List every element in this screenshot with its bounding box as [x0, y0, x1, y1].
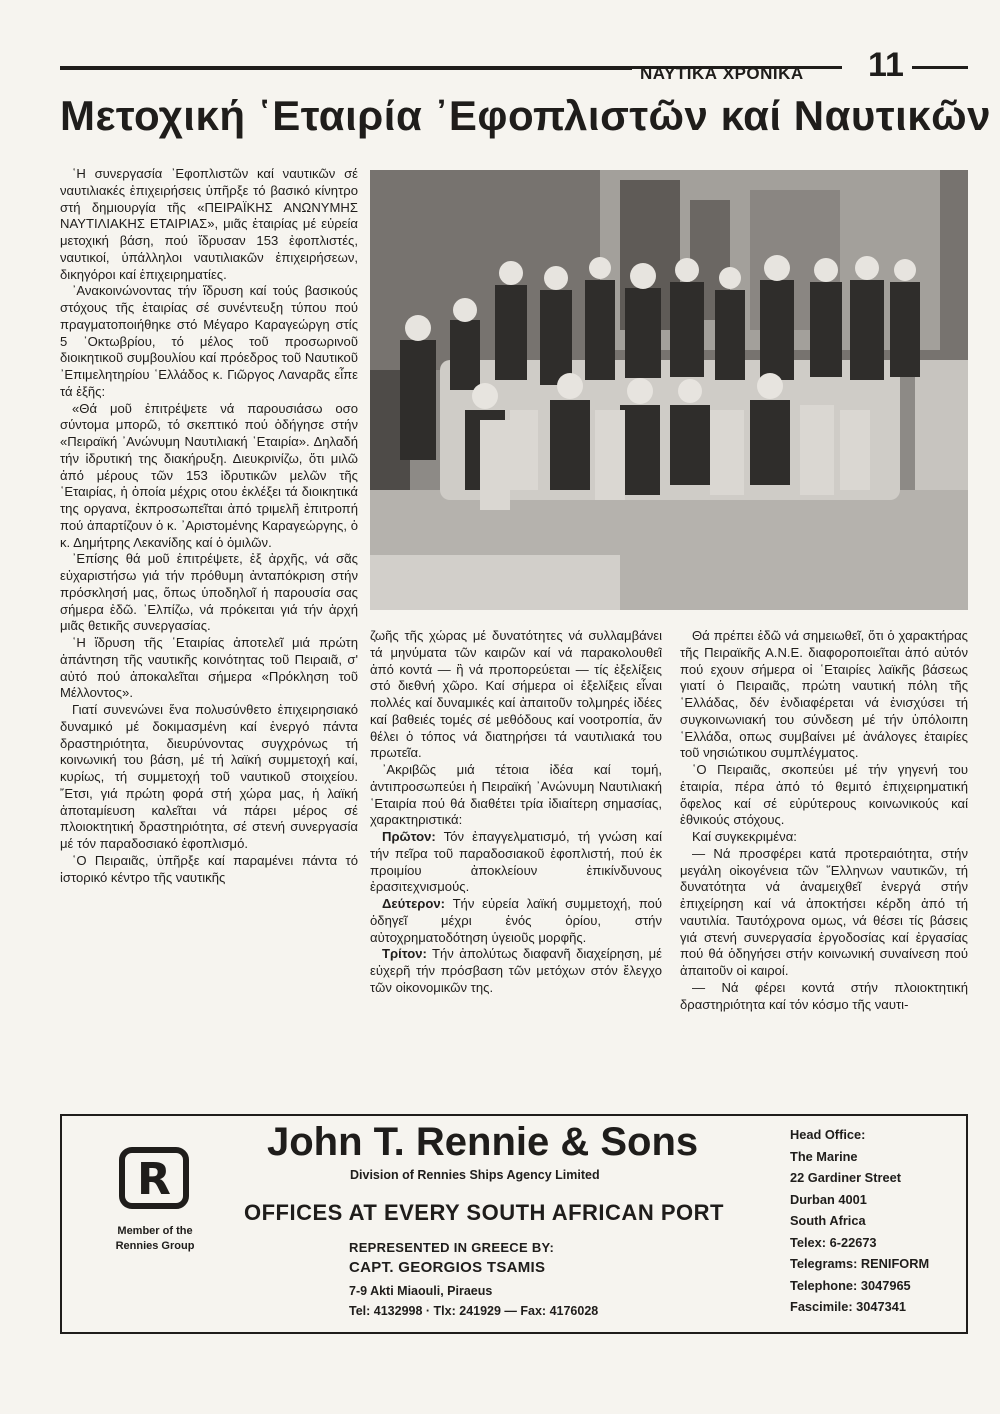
paragraph: ῾Ο Πειραιᾶς, ὑπῆρξε καί παραμένει πάντα τό ἱστορικό κέντρο τῆς ναυτικῆς	[60, 852, 358, 885]
first-label: Πρῶτον:	[382, 829, 436, 844]
group-photo-image	[370, 170, 968, 610]
publication-name: ΝΑΥΤΙΚΑ ΧΡΟΝΙΚΑ	[640, 64, 804, 83]
ad-offices: OFFICES AT EVERY SOUTH AFRICAN PORT	[244, 1200, 724, 1225]
paragraph-third	[370, 946, 662, 996]
telex: Telex: 6-22673	[790, 1234, 877, 1250]
paragraph: ζωῆς τῆς χώρας μέ δυνατότητες νά συλλαμβάνει τά μηνύματα τῶν καιρῶν καί νά παρακολουθεῖ ἀπό κοντά — ἢ νά προπορεύεται — τίς ἐξελίξεις στό διεθνή χῶρο. Καί σήμερα οἱ ἐξελίξεις εἶναι πολλές καί δυναμικές καί ἀπαιτοῦν τολμηρές ἰδέες καί βαθειές τομές σέ μεθόδους καί νοοτροπία, ἄν θέλει ὁ τόπος νά διατηρήσει τά ναυτιλιακά του πρωτεῖα.	[370, 628, 662, 761]
paragraph: Θά πρέπει ἐδῶ νά σημειωθεῖ, ὅτι ὁ χαρακτήρας τῆς Πειραϊκῆς Α.Ν.Ε. διαφοροποιεῖται ἀπό αὐτόν πού εχουν σήμερα οἱ ῾Εταιρίες λαϊκῆς βάσεως γιατί ὁ Πειραιᾶς, πρώτη ναυτική πόλη τῆς ῾Ελλάδας, δέν ἐνδιαφέρεται νά ἐνισχύσει τή συγκοινωνιακή του σύνδεση μέ τήν ὑπόλοιπη ῾Ελλάδα, οπως συμβαίνει μέ ἀνάλογες ἑταιρίες τοῦ νησιώτικου συμπλέγματος.	[680, 628, 968, 761]
third-label: Τρίτον:	[382, 946, 427, 962]
member-note	[80, 1224, 230, 1254]
rennie-advertisement	[60, 1114, 968, 1334]
paragraph: ᾿Επίσης θά μοῦ ἐπιτρέψετε, ἐξ ἀρχῆς, νά σᾶς εὐχαριστήσω γιά τήν πρόθυμη ἀνταπόκριση στήν πρόσκλησή μας, ὅπως ὑποδηλοῖ ἡ παρουσία σας σήμερα ἐδῶ. ᾿Ελπίζω, νά πρόκειται γιά τήν ἀρχή μιᾶς θετικῆς συνεργασίας.	[60, 551, 358, 634]
ad-head-office	[790, 1124, 966, 1318]
logo-letter: R	[137, 1154, 171, 1205]
first-text: Τόν ἐπαγγελματισμό, τή γνώση καί τήν πεῖρα τοῦ παραδοσιακοῦ ἐφοπλιστή, πού ἐκ προιμίου ἀποκλείουν ἐπικίνδυνους ἐρασιτεχνισμούς.	[370, 829, 662, 895]
country: South Africa	[790, 1213, 866, 1228]
fax: Fascimile: 3047341	[790, 1299, 906, 1314]
paragraph: — Νά φέρει κοντά στήν πλοιοκτητική δραστηριότητα καί τόν κόσμο τῆς ναυτι-	[680, 979, 968, 1012]
paragraph: Γιατί συνενώνει ἕνα πολυσύνθετο ἐπιχειρησιακό δυναμικό μέ δοκιμασμένη καί ἐνεργό πάντα δραστηριότητα, διευρύνοντας συγχρόνως τή κοινωνική του βάση, μέ τή λαϊκή συμμετοχή καί, κυρίως, τή συμμετοχή τοῦ ναυτικοῦ στοιχείου. ῎Ετσι, γιά πρώτη φορά στή χώρα μας, ἡ λαϊκή ἀποταμίευση καλεῖται νά πάρει μέρος σέ πλοιοκτητική δραστηριότητα, σέ στενή συνεργασία μέ τόν παραδοσιακό ἐφοπλισμό.	[60, 702, 358, 851]
ad-captain: CAPT. GEORGIOS TSAMIS	[349, 1259, 546, 1276]
article-title: Μετοχική ῾Εταιρία ᾿Εφοπλιστῶν καί Ναυτικῶν	[60, 92, 992, 139]
paragraph: ᾿Ακριβῶς μιά τέτοια ἰδέα καί τομή, ἀντιπροσωπεύει ἡ Πειραϊκή ᾿Ανώνυμη Ναυτιλιακή ῾Εταιρία πού θά διαθέτει τρία ἰδιαίτερη σημασίας, χαρακτηριστικά:	[370, 762, 662, 828]
second-text: Τήν εὐρεία λαϊκή συμμετοχή, πού ὁδηγεῖ μέχρι ἑνός ὁρίου, στήν αὐτοχρηματοδότηση ὑγειοῦς μορφῆς.	[370, 896, 662, 945]
page-number: 11	[868, 46, 904, 84]
paragraph-second	[370, 896, 662, 946]
paragraph: ᾿Ανακοινώνοντας τήν ἵδρυση καί τούς βασικούς στόχους τῆς ἑταιρίας σέ συνέντευξη τύπου πού πραγματοποιήθηκε στό Μέγαρο Καραγεώργη στίς 5 ᾿Οκτωβρίου, τό μέλος τοῦ προσωρινοῦ διοικητικοῦ συμβουλίου καί πρόεδρος τοῦ Ναυτικοῦ ᾿Επιμελητηρίου ῾Ελλάδος κ. Γιῶργος Λαναρᾶς εἶπε τά ἑξῆς:	[60, 283, 358, 399]
ad-division: Division of Rennies Ships Agency Limited	[350, 1168, 600, 1182]
city: Durban 4001	[790, 1191, 867, 1207]
paragraph: — Νά προσφέρει κατά προτεραιότητα, στήν μεγάλη οἰκογένεια τῶν ῞Ελληνων ναυτικῶν, τή δυνατότητα νά ἀναμειχθεῖ ἐνεργά στήν ἐπιχείρηση καί νά ἀποκτήσει κέρδη ἀπό τή ναυτιλία. Ταυτόχρονα ομως, νά θέσει τίς βάσεις γιά στενή συνεργασία ἐργοδοσίας καί ἐργασίας πού θά ὁδηγήσει στήν κοινωνική συναίνεση πού ἀπαιτοῦν οἱ καιροί.	[680, 845, 968, 978]
second-label: Δεύτερον:	[382, 896, 446, 911]
ad-represented: REPRESENTED IN GREECE BY:	[349, 1240, 555, 1255]
ad-phone-line: Tel: 4132998 · Tlx: 241929 — Fax: 4176028	[349, 1304, 599, 1318]
paragraph: Καί συγκεκριμένα:	[692, 829, 797, 844]
paragraph-first	[370, 829, 662, 896]
article-column-right	[680, 628, 968, 1128]
ad-company-name: John T. Rennie & Sons	[267, 1120, 699, 1164]
member-line-2: Rennies Group	[115, 1240, 195, 1252]
telegrams: Telegrams: RENIFORM	[790, 1256, 930, 1271]
paragraph: ῾Ο Πειραιᾶς, σκοπεύει μέ τήν γηγενή του ἑταιρία, πέρα ἀπό τό θεμιτό ἐπιχειρηματική ὄφελος καί σέ εὐρύτερους κοινωνικούς καί ἐθνικούς στόχους.	[680, 762, 968, 828]
telephone: Telephone: 3047965	[790, 1277, 911, 1293]
head-office-label: Head Office:	[790, 1127, 866, 1142]
header-rule-right	[912, 66, 968, 69]
paragraph: «Θά μοῦ ἐπιτρέψετε νά παρουσιάσω οσο σύντομα μπορῶ, τό σκεπτικό πού ὁδήγησε στήν «Πειραϊκή ᾿Ανώνυμη Ναυτιλιακή ῾Εταιρία». Δηλαδή τήν ἱδρυτική της διακήρυξη. Διευκρινίζω, ὅτι μιλῶ ἀπό μέρους τῶν 153 ἱδρυτικῶν μελῶν τῆς ῾Εταιρίας, ἡ ὁποία μέχρις οτου ἐκλέξει τά διοικητικά της οργανα, ἐκπροσωπεῖται ἀπό τριμελῆ ἐπιτροπή πού ἀπαρτίζουν ὁ κ. ᾿Αριστομένης Καραγεώργης, ὁ κ. Δημήτρης Λεκανίδης καί ὁ ὁμιλῶν.	[60, 400, 358, 550]
building: The Marine	[790, 1148, 858, 1164]
rennies-logo-icon	[118, 1146, 190, 1210]
member-line-1: Member of the	[117, 1225, 193, 1237]
group-photo	[370, 170, 968, 610]
article-column-middle	[370, 628, 662, 1128]
paragraph: ῾Η ἵδρυση τῆς ῾Εταιρίας ἀποτελεῖ μιά πρώτη ἀπάντηση τῆς ναυτικῆς κοινότητας τοῦ Πειραιᾶ, σ' αὐτό πού ἀποκαλεῖται σήμερα «Πρόκληση τοῦ Μέλλοντος».	[60, 635, 358, 701]
article-column-left	[60, 166, 358, 1096]
paragraph: ῾Η συνεργασία ᾿Εφοπλιστῶν καί ναυτικῶν σέ ναυτιλιακές ἐπιχειρήσεις ὑπῆρξε τό βασικό κίνητρο στή δημιουργία τῆς «ΠΕΙΡΑΪΚΗΣ ΑΝΩΝΥΜΗΣ ΝΑΥΤΙΛΙΑΚΗΣ ΕΤΑΙΡΙΑΣ», μιᾶς ἑταιρίας μέ εὐρεία μετοχική βάση, πού ἵδρυσαν 153 ἐφοπλιστές, ναυτικοί, ὑπάλληλοι ναυτιλιακῶν ἐπιχειρήσεων, δικηγόροι καί ἐπιχειρηματίες.	[60, 166, 358, 282]
street: 22 Gardiner Street	[790, 1170, 901, 1185]
third-text: Τήν ἀπολύτως διαφανῆ διαχείρηση, μέ εὐχερῆ τήν πρόσβαση τῶν μετόχων στόν ἔλεγχο τῶν οἰκονομικῶν της.	[370, 946, 662, 995]
ad-address: 7-9 Akti Miaouli, Piraeus	[349, 1284, 493, 1298]
